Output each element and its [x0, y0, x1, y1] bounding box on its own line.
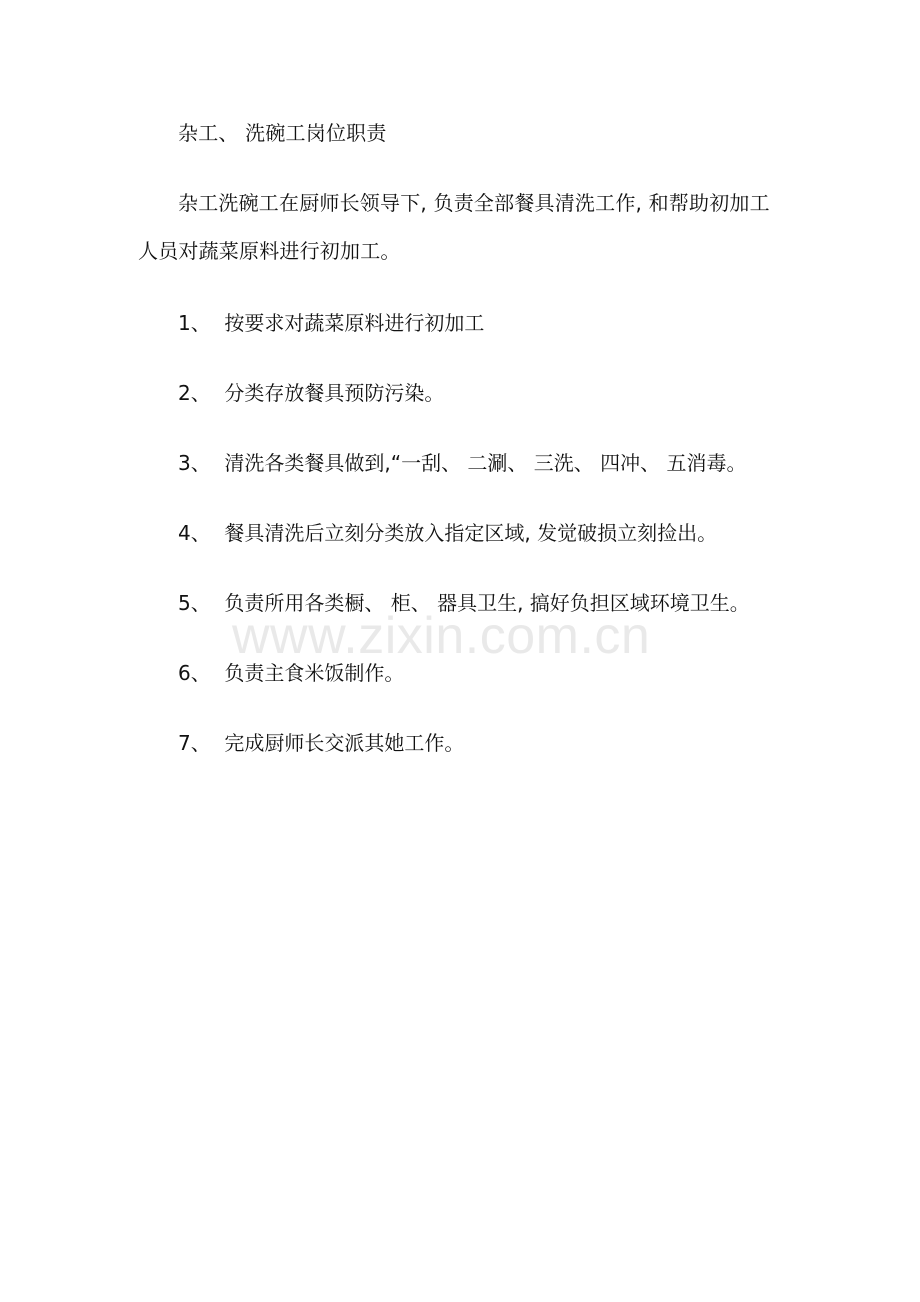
duty-item-text: 负责主食米饭制作。 — [224, 661, 405, 685]
duty-item-number: 2、 — [178, 381, 211, 405]
duty-item-1 — [178, 310, 484, 336]
duty-item-number: 6、 — [178, 661, 211, 685]
duty-item-7 — [178, 730, 464, 756]
duty-item-text: 餐具清洗后立刻分类放入指定区域, 发觉破损立刻捡出。 — [224, 521, 718, 545]
intro-line-1: 杂工洗碗工在厨师长领导下, 负责全部餐具清洗工作, 和帮助初加工 — [178, 191, 770, 215]
duty-item-6 — [178, 660, 404, 686]
duty-item-text: 完成厨师长交派其她工作。 — [224, 731, 465, 755]
duty-item-number: 7、 — [178, 731, 211, 755]
intro-line-2: 人员对蔬菜原料进行初加工。 — [138, 239, 401, 263]
duty-item-number: 3、 — [178, 451, 211, 475]
duty-item-text: 清洗各类餐具做到,“一刮、 二涮、 三洗、 四冲、 五消毒。 — [224, 451, 747, 475]
document-title: 杂工、 洗碗工岗位职责 — [178, 121, 387, 145]
duty-item-5 — [178, 590, 750, 616]
duty-item-2 — [178, 380, 444, 406]
duty-item-text: 分类存放餐具预防污染。 — [224, 381, 445, 405]
duty-item-number: 5、 — [178, 591, 211, 615]
duty-item-4 — [178, 520, 717, 546]
duty-item-text: 负责所用各类橱、 柜、 器具卫生, 搞好负担区域环境卫生。 — [224, 591, 750, 615]
duty-item-text: 按要求对蔬菜原料进行初加工 — [224, 311, 485, 335]
duty-item-number: 1、 — [178, 311, 211, 335]
duty-item-number: 4、 — [178, 521, 211, 545]
duty-item-3 — [178, 450, 747, 476]
watermark: www.zixin.com.cn — [232, 607, 651, 665]
